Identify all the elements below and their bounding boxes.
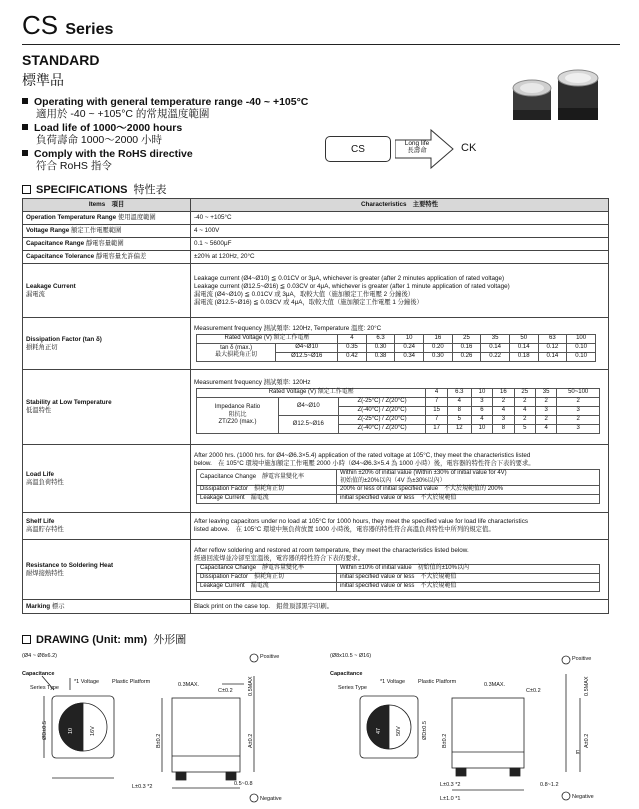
leakage-value: Leakage current (Ø4~Ø10) ≦ 0.01CV or 3μA, whichever is greater (after 2 minutes application of rated voltage) Leakage current (Ø12.5~Ø16) ≦ 0.03CV or 4μA, whichever is greater (after 1 minute application of rated voltage) 漏電流 (Ø4~Ø10) ≦ 0.01CV 或 3μA，取較大值（施加額定工作電壓 2 分鐘後） 漏電流 (Ø12.5~Ø16) ≦ 0.03CV 或 4μA，取較大值（施加額定工作電壓 1 分鐘後） [191, 264, 609, 318]
title-rule [22, 44, 620, 45]
load-label: Load Life 高溫負荷特性 [23, 445, 191, 513]
feature-1-en: Operating with general temperature range -40 ~ +105°C [34, 96, 309, 108]
right-platform-label: Plastic Platform [418, 679, 457, 685]
right-capacitance-label: Capacitance [330, 671, 363, 677]
leakage-label: Leakage Current 漏電流 [23, 264, 191, 318]
right-c02-label: C±0.2 [526, 688, 541, 694]
standard-cn: 標準品 [22, 72, 64, 88]
marking-value: Black print on the case top. 鋁殼頂部黑字印刷。 [191, 600, 609, 614]
row-value: -40 ~ +105°C [191, 212, 609, 225]
left-a02-label: A±0.2 [248, 733, 254, 748]
row-label: Capacitance Range 靜電容量範圍 [23, 238, 191, 251]
drawing-title-cn: 外形圖 [153, 634, 187, 646]
row-label: Operation Temperature Range 使用溫度範圍 [23, 212, 191, 225]
right-negative-label: Negative [572, 794, 594, 800]
flow-arrow-line2: 長壽命 [407, 147, 427, 154]
spec-section-title [22, 181, 166, 197]
left-cap-value: 10 [68, 727, 74, 734]
drawing-title: DRAWING (Unit: mm) [36, 634, 148, 646]
solder-table: Capacitance Change 靜電容量變化率 Within ±10% of initial value 初始值的±10%以內 Dissipation Factor 損耗角正切 initial specified value or less 不大於規範值 Leakage Current 漏電流 initial specified value or less 不大於規範值 [196, 564, 600, 592]
series-flow [325, 128, 505, 172]
solder-label: Resistance to Soldering Heat 耐焊接熱特性 [23, 540, 191, 600]
standard-en: STANDARD [22, 52, 100, 68]
row-value: 0.1 ~ 5600μF [191, 238, 609, 251]
right-l10-label: L±1.0 *1 [440, 796, 461, 802]
drawing-section-title [22, 631, 186, 647]
df-label: Dissipation Factor (tan δ) 損耗角正切 [23, 318, 191, 370]
right-max05-label: 0.5MAX [584, 676, 590, 696]
df-table: Rated Voltage (V) 額定工作電壓 4 6.3 10 16 25 35 50 63 100 tan δ (max.) 最大損耗角正切 Ø4~Ø10 0.35 0.30 0.24 0.20 0.16 0.14 0.14 0.12 0.10 Ø12.5~Ø16 0.42 0.38 0.34 0.30 0.26 0.22 0.18 0.14 0.10 [196, 334, 596, 362]
feature-3-en: Comply with the RoHS directive [34, 148, 193, 160]
right-a02-label: A±0.2 [584, 733, 590, 748]
flow-to: CK [461, 142, 477, 154]
right-e-label: E [576, 750, 580, 756]
left-positive-label: Positive [260, 654, 280, 660]
stab-table: Rated Voltage (V) 額定工作電壓 4 6.3 10 16 25 35 50~100 Impedance Ratio 阻抗比 ZT/Z20 (max.) Ø4~Ø10 Z(-25°C) / Z(20°C) 7 4 3 2 2 2 2 Z(-40°C) / Z(20°C) 15 8 6 4 4 3 3 Ø12.5~Ø16 Z(-25°C) / Z(20°C) 7 5 4 3 2 2 2 Z(-40°C) / Z(20°C) 17 12 10 8 5 4 3 [196, 388, 600, 434]
left-max05-label: 0.5MAX [248, 676, 254, 696]
col-characteristics: Characteristics 主要特性 [191, 199, 609, 212]
feature-1 [22, 96, 308, 120]
left-negative-label: Negative [260, 796, 282, 802]
solder-value: After reflow soldering and restored at room temperature, they meet the characteristics listed below. 經過回流焊並冷卻至室溫後，電容器的特性符合下表的要求。 Capacitance Change 靜電容量變化率 Within ±10% of initial value 初始值的±10%以內 Dissipation Factor 損耗角正切 initial specified value or less 不大於規範值 Leakage Current 漏電流 initial specified value or less 不大於規範值 [191, 540, 609, 600]
right-cap-value: 47 [376, 727, 382, 734]
left-l03-label: L±0.3 *2 [132, 784, 153, 790]
left-w-label: 0.5~0.8 [234, 781, 253, 787]
right-d05-label: ØD±0.5 [422, 721, 428, 740]
series-title [22, 10, 113, 41]
right-positive-label: Positive [572, 656, 592, 662]
right-w-label: 0.8~1.2 [540, 782, 559, 788]
shelf-label: Shelf Life 高溫貯存特性 [23, 513, 191, 540]
capacitor-photo [508, 66, 603, 130]
series-sub: Series [65, 21, 114, 38]
right-series-type-label: Series Type [338, 685, 367, 691]
spec-table [22, 198, 609, 614]
load-table: Capacitance Change 靜電容量變化率 Within ±20% of initial value (Within ±30% of initial value for 4V) 初始值的±20%以內（4V 為±30%以內） Dissipation Factor 損耗角正切 200% or less of initial specified value 不大於規範值的 200% Leakage Current 漏電流 initial specified value or less 不大於規範值 [196, 469, 600, 504]
right-b02-label: B±0.2 [442, 733, 448, 748]
bullet-icon [22, 98, 28, 104]
feature-1-cn: 適用於 -40 ~ +105°C 的常規溫度範圍 [36, 108, 210, 120]
checkbox-icon [22, 635, 31, 644]
feature-2-en: Load life of 1000～2000 hours [34, 122, 183, 134]
checkbox-icon [22, 185, 31, 194]
feature-2-cn: 負荷壽命 1000～2000 小時 [36, 134, 163, 146]
right-cap-voltage: 50V [396, 726, 402, 736]
left-capacitance-label: Capacitance [22, 671, 55, 677]
series-main: CS [22, 10, 59, 40]
shelf-value: After leaving capacitors under no load at 105°C for 1000 hours, they meet the specified value for load life characteristics listed above. 在 105°C 環境中無負荷放置 1000 小時後，電容器的特性符合高溫負荷特性中所列的規定值。 [191, 513, 609, 540]
stab-value: Measurement frequency 測試頻率: 120Hz Rated Voltage (V) 額定工作電壓 4 6.3 10 16 25 35 50~100 Impedance Ratio 阻抗比 ZT/Z20 (max.) Ø4~Ø10 Z(-25°C) / Z(20°C) 7 4 3 2 2 2 2 Z(-40°C) / Z(20°C) 15 8 6 4 4 3 3 Ø12.5~Ø16 Z(-25°C) / Z(20°C) 7 5 4 3 2 2 2 Z(-40°C) / Z(20°C) 17 12 10 8 5 4 3 [191, 370, 609, 445]
left-voltage-label: *1 Voltage [74, 679, 100, 685]
right-max03-label: 0.3MAX. [484, 682, 506, 688]
stab-label: Stability at Low Temperature 低溫特性 [23, 370, 191, 445]
row-label: Capacitance Tolerance 靜電容量允許偏差 [23, 251, 191, 264]
col-items: Items 項目 [23, 199, 191, 212]
load-value: After 2000 hrs. (1000 hrs. for Ø4~Ø6.3×5.4) application of the rated voltage at 105°C, they meet the characteristics listed below. 在 105°C 環境中施加額定工作電壓 2000 小時（Ø4~Ø6.3×5.4 為 1000 小時）後，電容器的特性符合下表的要求。 Capacitance Change 靜電容量變化率 Within ±20% of initial value (Within ±30% of initial value for 4V) 初始值的±20%以內（4V 為±30%以內） Dissipation Factor 損耗角正切 200% or less of initial specified value 不大於規範值的 200% Leakage Current 漏電流 initial specified value or less 不大於規範值 [191, 445, 609, 513]
spec-title-cn: 特性表 [133, 184, 167, 196]
spec-title: SPECIFICATIONS [36, 184, 128, 196]
drawing-right [330, 648, 630, 806]
right-voltage-label: *1 Voltage [380, 679, 406, 685]
left-b02-label: B±0.2 [156, 733, 162, 748]
feature-3-cn: 符合 RoHS 指令 [36, 160, 112, 172]
left-d05-label: ØD±0.5 [42, 721, 48, 740]
left-platform-label: Plastic Platform [112, 679, 151, 685]
drawing-left [22, 648, 312, 806]
feature-2 [22, 122, 182, 146]
row-label: Voltage Range 額定工作電壓範圍 [23, 225, 191, 238]
bullet-icon [22, 150, 28, 156]
left-max03-label: 0.3MAX. [178, 682, 200, 688]
left-c02-label: C±0.2 [218, 688, 233, 694]
df-value: Measurement frequency 測試頻率: 120Hz, Temperature 溫度: 20°C Rated Voltage (V) 額定工作電壓 4 6.3 10 16 25 35 50 63 100 tan δ (max.) 最大損耗角正切 Ø4~Ø10 0.35 0.30 0.24 0.20 0.16 0.14 0.14 0.12 0.10 Ø12.5~Ø16 0.42 0.38 0.34 0.30 0.26 0.22 0.18 0.14 0.10 [191, 318, 609, 370]
left-range-label: (Ø4 ~ Ø8x6.2) [22, 653, 58, 659]
flow-arrow-text [401, 140, 433, 154]
right-l03-label: L±0.3 *2 [440, 782, 461, 788]
flow-from-box: CS [325, 136, 391, 162]
marking-label: Marking 標示 [23, 600, 191, 614]
row-value: 4 ~ 100V [191, 225, 609, 238]
right-range-label: (Ø8x10.5 ~ Ø16) [330, 653, 372, 659]
flow-arrow-line1: Long life [404, 140, 430, 147]
bullet-icon [22, 124, 28, 130]
feature-3 [22, 148, 193, 172]
left-series-type-label: Series Type [30, 685, 59, 691]
row-value: ±20% at 120Hz, 20°C [191, 251, 609, 264]
left-cap-voltage: 16V [90, 726, 96, 736]
